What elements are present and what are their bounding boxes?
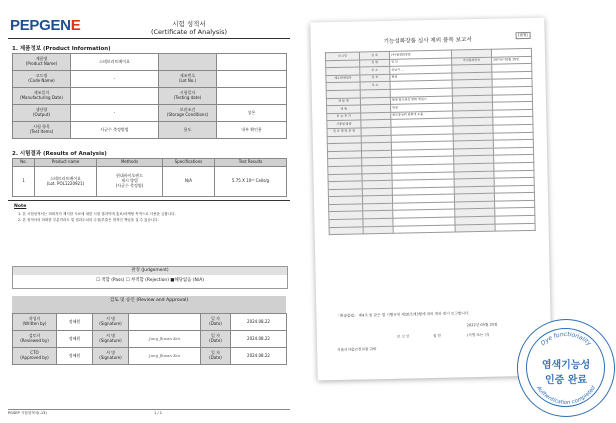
judgement-options: ☐ 적합 (Pass) ☐ 부적합 (Rejection) ■해당없음 (N/A) [95,278,205,283]
judgement-box [12,266,288,289]
product-field-value: - [71,71,159,88]
result-method: 현대바이오랜드 제시 방법 (사균수 측정법) [97,167,163,197]
functional-cosmetics-report [310,18,551,381]
date-label: 일 자 (Date) [201,348,231,365]
report-title: 기능성화장품 심사 제외 품목 보고서 [383,37,472,45]
report-cell: 성남시 ... [390,65,452,74]
report-cell [363,226,393,234]
stamp-line-2: 인증 완료 [544,375,588,386]
signature-note: (서명 또는 인) [466,332,490,338]
date-label: 일 자 (Date) [201,314,231,331]
product-field-label: 시험일자 (Testing date) [159,88,217,105]
product-info-row [13,88,287,105]
product-field-label: 코드명 (Code Name) [13,71,71,88]
product-info-row [13,54,287,71]
product-info-row [13,105,287,122]
certification-stamp [517,319,615,417]
stamp-ring-bottom: Authentication completed [535,385,597,407]
stamp-line-1: 염색기능성 [541,360,591,371]
date-label: 일 자 (Date) [201,331,231,348]
results-table [12,158,287,197]
report-cell: 효 능·효 과 [327,113,361,121]
product-field-label: 용도 [159,122,217,139]
product-field-label: 제조번호 (Lot No.) [159,71,217,88]
report-cell [455,224,495,232]
certificate-title: 시험 성적서 [172,20,206,28]
report-statement: 「화장품법」 제4조 및 같은 법 시행규칙 제10조제3항에 따라 위와 같이 보고합니다. [336,311,470,319]
report-cell [393,225,455,234]
result-value: 5.75 X 10¹⁰ Cells/g [215,167,287,197]
approval-date: 2024.08.22 [231,314,287,331]
signature-image: Jung Jhwan Kin [129,331,201,348]
report-cell: 액제 [391,103,453,112]
certificate-subtitle: (Certificate of Analysis) [150,28,227,36]
title-divider [8,38,290,39]
note-label: Note [14,204,27,209]
report-table [325,48,536,236]
approver-name: 정혜원 [57,331,93,348]
product-field-label [159,54,217,71]
certificate-document [4,4,294,418]
header-specifications: Specifications [163,159,215,167]
product-field-value: 상온 [217,105,287,122]
product-field-value [71,88,159,105]
report-cell: 1973년 03월 10일 [492,56,532,64]
product-field-label: 생산량 (Output) [13,105,71,122]
reporter-label: 보 고 인 [396,334,410,339]
product-field-label: 제조일자 (Manufacturing Date) [13,88,71,105]
approver-name: 정혜원 [57,314,93,331]
report-cell: 보고인 [325,52,359,60]
approval-table [12,313,287,365]
header-methods: Methods [97,159,163,167]
report-cell: 사용법·용량 [327,120,361,128]
approval-date: 2024.08.22 [231,348,287,365]
footer-page-number: 1 / 1 [154,411,163,415]
note-line-2: 2. 본 성적서의 어떠한 부분이라도 및 결과수치의 수정/추출은 법적인 책임을 질 수 있습니다. [18,218,159,222]
product-field-label: 시험 항목 (Test Items) [13,122,71,139]
section-product-info: 1. 제품정보 (Product Information) [12,46,111,52]
product-field-value [217,71,287,88]
product-info-row [13,122,287,139]
signature-image: Jung Jhwan Kin [129,348,201,365]
report-cell: 필젠 [390,73,452,82]
report-recipient: 식품의약품안전처장 귀하 [337,347,377,352]
signature-image [129,314,201,331]
product-info-table [12,53,287,139]
report-cell: 성 명 [360,59,390,67]
product-field-value: 스테브러트베이요 [71,54,159,71]
report-cell: 탈모증상의 완화에 도움 [391,111,453,120]
attachment-tag: [별첨] [515,32,531,39]
report-date: 2022년 05월 25일 [466,322,498,328]
notes-divider [8,200,290,201]
note-line-1: 1. 본 시험성적서는 의뢰자가 제시한 시료에 대한 시험 결과이며 홍보/마케팅 목적으로 사용을 금합니다. [18,212,176,216]
reporter-name: 정 민 [432,333,442,338]
result-no: 1 [13,167,35,197]
pepgene-logo: PEPGENE [10,17,81,34]
report-cell: 상 호 [360,74,390,82]
header-test-results: Test Results [215,159,287,167]
signature-label: 서 명 (Signature) [93,348,129,365]
product-field-value: 사균수 측정방법 [71,122,159,139]
approval-row [13,314,287,331]
footer-divider [8,409,290,410]
product-field-value [217,88,287,105]
report-cell: 제 품 명 [326,98,360,106]
approval-date: 2024.08.22 [231,331,287,348]
report-cell: 주 소 [360,67,390,75]
result-product: 스테브러트베이요 (Lot. POL1220921) [35,167,97,197]
approval-row [13,331,287,348]
report-cell: (주)필젠화장품 [389,50,451,59]
footer-doc-code: PGSEP 시험성적서(-13) [8,411,47,415]
product-info-row [13,71,287,88]
approval-role: CTO (Approved by) [13,348,57,365]
approval-title: 검토 및 승인 (Review and Approval) [12,296,286,313]
judgement-title: 판정 (Judgement) [13,267,287,275]
signature-label: 서 명 (Signature) [93,331,129,348]
product-field-value: - [71,105,159,122]
report-cell: 필젠 탈모증상 완화 에센스 [390,96,452,105]
stamp-ring-top: Dye functionality [539,330,593,348]
approver-name: 정혜원 [57,348,93,365]
report-cell: 주민등록번호 [452,57,492,65]
report-cell: 주 소 [360,82,390,90]
report-cell: 원 료 명 및 분 량 [327,128,361,136]
approval-role: 검토자 (Reviewed by) [13,331,57,348]
result-spec: N/A [163,167,215,197]
approval-row [13,348,287,365]
product-field-label: 제품명 (Product Name) [13,54,71,71]
report-cell: 정 민 [390,58,452,67]
product-field-value: 내부 확인용 [217,122,287,139]
report-cell [495,223,535,231]
report-cell: 상 호 [359,51,389,59]
header-product-name: Product name [35,159,97,167]
report-cell [329,227,363,235]
product-field-value [217,54,287,71]
section-results: 2. 시험결과 (Results of Analysis) [12,151,107,157]
product-field-label: 보관조건 (Storage Conditions) [159,105,217,122]
report-cell: 제 형 [327,105,361,113]
header-no: No. [13,159,35,167]
signature-label: 서 명 (Signature) [93,314,129,331]
approval-role: 작성자 (Written by) [13,314,57,331]
report-cell: 제조판매업자 [326,75,360,83]
